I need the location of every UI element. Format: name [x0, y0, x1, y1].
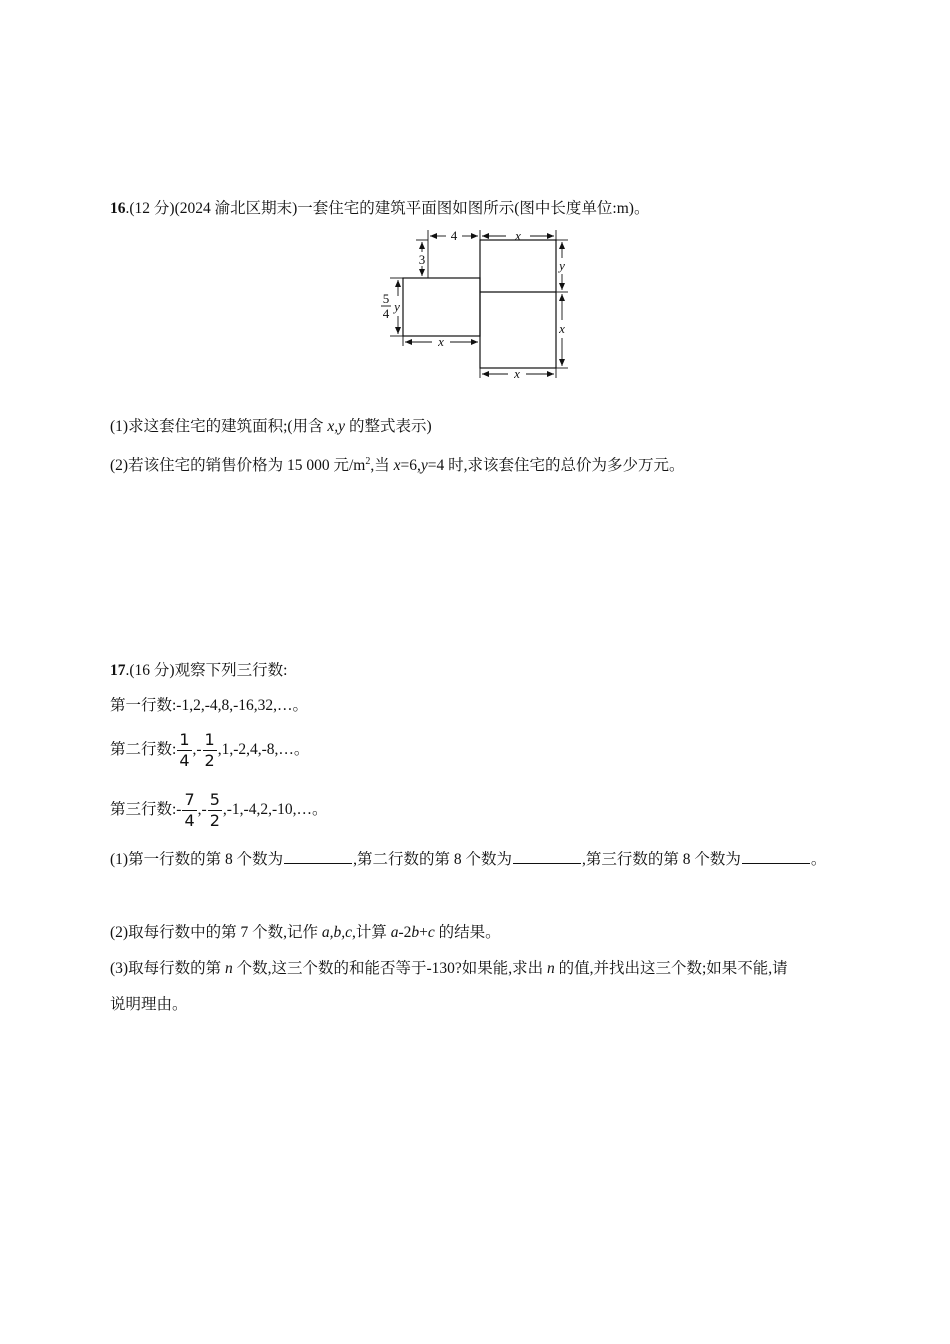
dim-top-x: x	[515, 228, 521, 243]
q17-header-text: .(16 分)观察下列三行数:	[125, 662, 288, 679]
q17-sub2-expr-mid: -2	[398, 924, 412, 941]
q16-sub1	[110, 416, 432, 438]
q17-sub1-text-a: (1)第一行数的第 8 个数为	[110, 851, 284, 868]
q17-number: 17	[110, 662, 126, 679]
q17-row3-rest: ,-1,-4,2,-10,…。	[222, 801, 328, 819]
q17-row2-sep: ,-	[192, 741, 202, 759]
q17-sub3-text-a: (3)取每行数的第	[110, 960, 225, 977]
q17-row2-frac2-num: 1	[204, 730, 215, 749]
dim-right-y: y	[559, 258, 565, 273]
q17-sub3-text-c: 的值,并找出这三个数;如果不能,请	[554, 960, 788, 977]
q16-number: 16	[110, 200, 126, 217]
dim-right-bottom-x: x	[514, 366, 520, 381]
plan-left-room	[403, 278, 480, 336]
q17-row3	[110, 790, 328, 831]
q17-row3-label: 第三行数:-	[110, 801, 182, 819]
q16-header-text: .(12 分)(2024 渝北区期末)一套住宅的建筑平面图如图所示(图中长度单位:m)。	[125, 200, 650, 217]
dim-left-frac-den: 4	[382, 306, 390, 321]
q16-sub2-sup: 2	[365, 456, 371, 467]
floor-plan-figure	[370, 222, 580, 382]
q17-sub1-text-d: 。	[810, 851, 827, 868]
q17-sub3-line2: 说明理由。	[110, 996, 188, 1013]
dim-right-x: x	[559, 321, 565, 336]
q17-row1: 第一行数:-1,2,-4,8,-16,32,…。	[110, 697, 309, 714]
q17-sub3-text-b: 个数,这三个数的和能否等于-130?如果能,求出	[232, 960, 547, 977]
q17-sub2-expr-a: a	[390, 924, 399, 941]
q16-sub1-vars: x,y	[327, 418, 346, 435]
q17-sub2-vars: a,b,c	[321, 924, 352, 941]
q17-sub2-text-b: ,计算	[351, 924, 391, 941]
dim-left-bottom-x: x	[438, 334, 444, 349]
q16-sub2-y: y	[420, 457, 428, 475]
q17-row2	[110, 730, 309, 771]
q16-sub2-text-d: =4 时,求该套住宅的总价为多少万元。	[427, 457, 685, 475]
q16-header	[110, 198, 649, 220]
dim-left-frac-num: 5	[382, 291, 390, 306]
q17-row2-frac1-num: 1	[179, 730, 190, 749]
q16-sub2	[110, 451, 684, 477]
answer-blank-row3[interactable]	[742, 849, 810, 864]
q16-sub2-text-c: =6,	[400, 457, 421, 475]
q16-sub2-text-a: (2)若该住宅的销售价格为 15 000 元/m	[110, 457, 366, 475]
q17-row3-frac2-num: 5	[209, 790, 220, 809]
q17-header	[110, 660, 287, 682]
q17-sub2-expr-b: b	[411, 924, 420, 941]
dim-height-3: 3	[418, 252, 426, 267]
q17-row3-frac2-den: 2	[209, 811, 220, 830]
q17-sub1-text-c: ,第三行数的第 8 个数为	[581, 851, 741, 868]
q17-row2-frac1-den: 4	[179, 751, 190, 770]
q17-sub1	[110, 849, 826, 871]
q17-row2-frac2-den: 2	[204, 751, 215, 770]
plan-right-room	[480, 240, 556, 368]
q17-row2-label: 第二行数:	[110, 741, 177, 759]
q17-row3-frac1	[182, 790, 196, 831]
q17-sub3	[110, 958, 788, 980]
q16-sub2-x: x	[393, 457, 401, 475]
q17-row2-frac1	[177, 730, 191, 771]
q17-sub3-n: n	[224, 960, 233, 977]
answer-blank-row2[interactable]	[513, 849, 581, 864]
q16-sub1-text-b: 的整式表示)	[345, 418, 432, 435]
q17-sub2-expr-c: c	[427, 924, 435, 941]
q17-row3-frac1-den: 4	[184, 811, 195, 830]
q17-row2-frac2	[203, 730, 217, 771]
q16-sub2-text-b: ,当	[370, 457, 394, 475]
q17-sub2-text-a: (2)取每行数中的第 7 个数,记作	[110, 924, 322, 941]
q17-sub1-text-b: ,第二行数的第 8 个数为	[353, 851, 512, 868]
q17-sub3-n2: n	[547, 960, 555, 977]
q16-sub1-text-a: (1)求这套住宅的建筑面积;(用含	[110, 418, 328, 435]
q17-row3-frac2	[208, 790, 222, 831]
q17-row3-sep: ,-	[197, 801, 207, 819]
q17-row2-rest: ,1,-2,4,-8,…。	[217, 741, 310, 759]
q17-sub2-expr-plus: +	[419, 924, 428, 941]
dim-top-4: 4	[450, 228, 458, 243]
answer-blank-row1[interactable]	[284, 849, 352, 864]
q17-row3-frac1-num: 7	[184, 790, 195, 809]
q17-sub2-text-c: 的结果。	[434, 924, 501, 941]
dim-left-y: y	[394, 299, 400, 314]
q17-sub2	[110, 922, 501, 944]
